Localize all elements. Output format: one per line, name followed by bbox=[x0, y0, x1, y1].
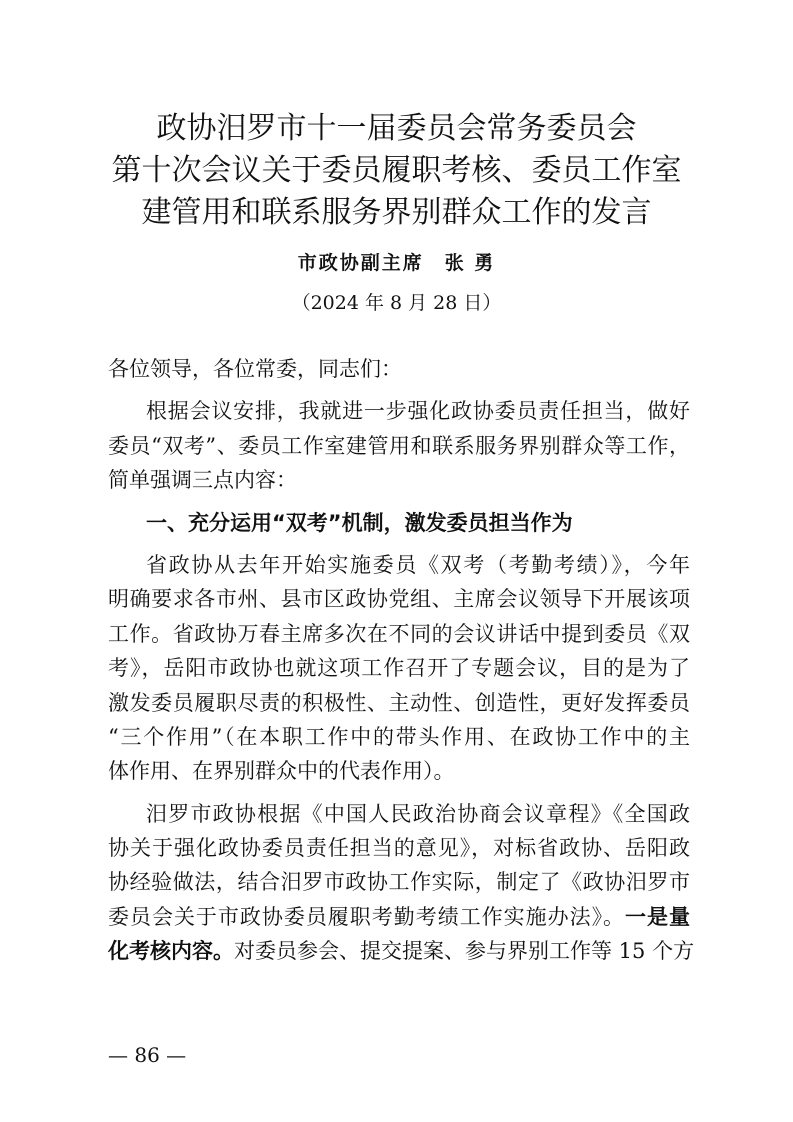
text-line bbox=[108, 754, 690, 788]
bold-text: 一是量 bbox=[625, 904, 691, 929]
text-segment: “三个作用”（在本职工作中的带头作用、在政协工作中的主 bbox=[108, 724, 690, 749]
text-line bbox=[108, 865, 690, 899]
text-segment: 对委员参会、提交提案、参与界别工作等 15 个方 bbox=[234, 939, 695, 964]
text-line bbox=[108, 831, 690, 865]
text-line bbox=[108, 506, 690, 540]
text-segment: 工作。省政协万春主席多次在不同的会议讲话中提到委员《双 bbox=[108, 621, 690, 646]
page-number: — 86 — bbox=[108, 1043, 187, 1067]
text-segment: 各位领导，各位常委，同志们： bbox=[108, 357, 402, 381]
text-segment: 协关于强化政协委员责任担当的意见》，对标省政协、岳阳政 bbox=[108, 836, 690, 861]
text-segment: 委员会关于市政协委员履职考勤考绩工作实施办法》。 bbox=[108, 904, 626, 929]
text-segment: 简单强调三点内容： bbox=[108, 468, 297, 493]
text-segment: 激发委员履职尽责的积极性、主动性、创造性，更好发挥委员 bbox=[108, 690, 690, 715]
text-segment: 协经验做法，结合汨罗市政协工作实际，制定了《政协汨罗市 bbox=[108, 870, 690, 895]
text-line bbox=[108, 651, 690, 685]
text-segment: 汨罗市政协根据《中国人民政治协商会议章程》《全国政 bbox=[146, 801, 690, 826]
text-segment: 省政协从去年开始实施委员《双考（考勤考绩）》，今年 bbox=[146, 552, 690, 577]
section-heading bbox=[108, 506, 690, 540]
title-line-2: 第十次会议关于委员履职考核、委员工作室 bbox=[111, 153, 682, 188]
document-body bbox=[108, 352, 695, 977]
speech-date: （2024 年 8 月 28 日） bbox=[291, 292, 502, 314]
bold-text: 化考核内容。 bbox=[108, 939, 234, 964]
text-line bbox=[108, 582, 690, 616]
text-line bbox=[108, 900, 690, 934]
text-line bbox=[108, 686, 690, 720]
paragraph bbox=[108, 394, 690, 497]
text-line bbox=[108, 429, 690, 463]
text-line bbox=[108, 548, 690, 582]
text-line bbox=[108, 394, 690, 428]
text-line bbox=[108, 352, 690, 386]
text-segment: 体作用、在界别群众中的代表作用）。 bbox=[108, 759, 455, 784]
text-line bbox=[108, 934, 695, 968]
paragraph bbox=[108, 797, 695, 969]
paragraph bbox=[108, 352, 690, 386]
author-line: 市政协副主席 张 勇 bbox=[297, 252, 496, 274]
title-line-1: 政协汨罗市十一届委员会常务委员会 bbox=[156, 111, 637, 146]
text-segment: 委员“双考”、委员工作室建管用和联系服务界别群众等工作， bbox=[108, 433, 690, 458]
text-line bbox=[108, 617, 690, 651]
text-segment: 一、充分运用“双考”机制，激发委员担当作为 bbox=[146, 510, 573, 535]
title-line-3: 建管用和联系服务界别群众工作的发言 bbox=[141, 195, 652, 230]
text-line bbox=[108, 797, 690, 831]
text-segment: 明确要求各市州、县市区政协党组、主席会议领导下开展该项 bbox=[108, 587, 690, 612]
text-segment: 根据会议安排，我就进一步强化政协委员责任担当，做好 bbox=[146, 399, 690, 424]
text-line bbox=[108, 463, 690, 497]
text-line bbox=[108, 720, 690, 754]
text-segment: 考》，岳阳市政协也就这项工作召开了专题会议，目的是为了 bbox=[108, 656, 690, 681]
paragraph bbox=[108, 548, 690, 789]
